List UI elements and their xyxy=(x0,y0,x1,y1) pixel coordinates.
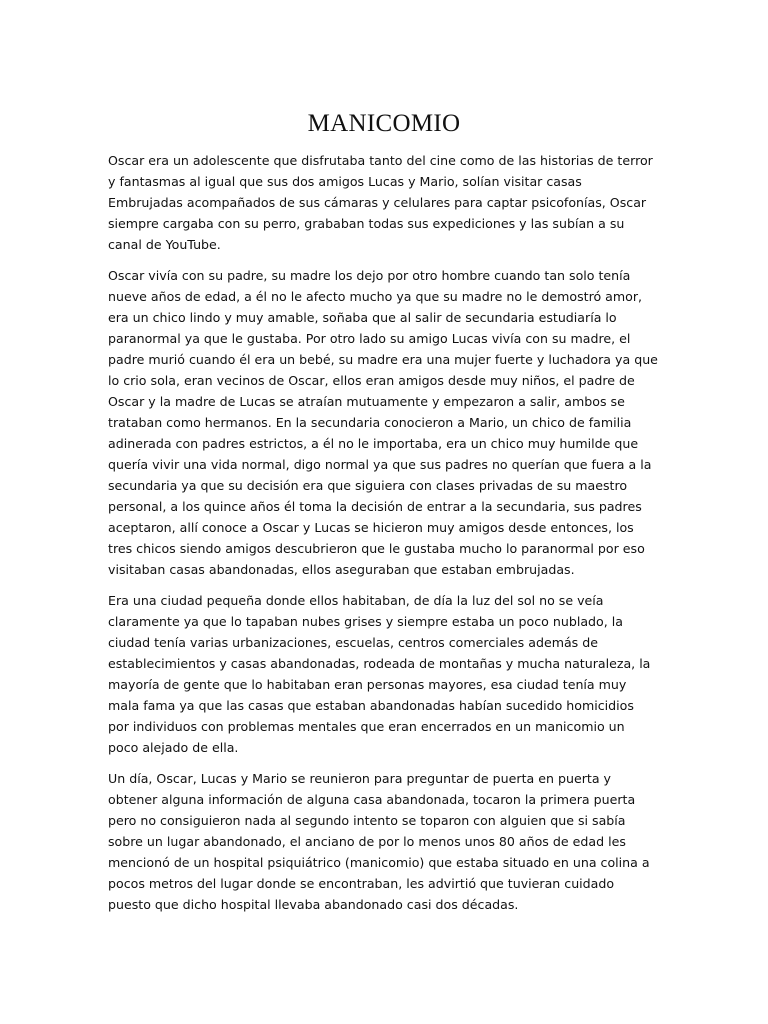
paragraph-1: Oscar era un adolescente que disfrutaba tanto del cine como de las historias de terror y fantasmas al igual que sus dos amigos Lucas y Mario, solían visitar casas Embrujadas acompañados de sus cámaras y celulares para captar psicofonías, Oscar siempre cargaba con su perro, grababan todas sus expediciones y las subían a su canal de YouTube. xyxy=(108,153,653,252)
document-body xyxy=(108,150,658,925)
paragraph-3: Era una ciudad pequeña donde ellos habitaban, de día la luz del sol no se veía claramente ya que lo tapaban nubes grises y siempre estaba un poco nublado, la ciudad tenía varias urbanizaciones, escuelas, centros comerciales además de establecimientos y casas abandonadas, rodeada de montañas y mucha naturaleza, la mayoría de gente que lo habitaban eran personas mayores, esa ciudad tenía muy mala fama ya que las casas que estaban abandonadas habían sucedido homicidios por individuos con problemas mentales que eran encerrados en un manicomio un poco alejado de ella. xyxy=(108,593,651,755)
paragraph-2: Oscar vivía con su padre, su madre los dejo por otro hombre cuando tan solo tenía nueve años de edad, a él no le afecto mucho ya que su madre no le demostró amor, era un chico lindo y muy amable, soñaba que al salir de secundaria estudiaría lo paranormal ya que le gustaba. Por otro lado su amigo Lucas vivía con su madre, el padre murió cuando él era un bebé, su madre era una mujer fuerte y luchadora ya que lo crio sola, eran vecinos de Oscar, ellos eran amigos desde muy niños, el padre de Oscar y la madre de Lucas se atraían mutuamente y empezaron a salir, ambos se trataban como hermanos. En la secundaria conocieron a Mario, un chico de familia adinerada con padres estrictos, a él no le importaba, era un chico muy humilde que quería vivir una vida normal, digo normal ya que sus padres no querían que fuera a la secundaria ya que su decisión era que siguiera con clases privadas de su maestro personal, a los quince años él toma la decisión de entrar a la secundaria, sus padres aceptaron, allí conoce a Oscar y Lucas se hicieron muy amigos desde entonces, los tres chicos siendo amigos descubrieron que le gustaba mucho lo paranormal por eso visitaban casas abandonadas, ellos aseguraban que estaban embrujadas. xyxy=(108,268,658,577)
paragraph-4: Un día, Oscar, Lucas y Mario se reunieron para preguntar de puerta en puerta y obtener alguna información de alguna casa abandonada, tocaron la primera puerta pero no consiguieron nada al segundo intento se toparon con alguien que si sabía sobre un lugar abandonado, el anciano de por lo menos unos 80 años de edad les mencionó de un hospital psiquiátrico (manicomio) que estaba situado en una colina a pocos metros del lugar donde se encontraban, les advirtió que tuvieran cuidado puesto que dicho hospital llevaba abandonado casi dos décadas. xyxy=(108,771,650,912)
document-title: MANICOMIO xyxy=(307,110,461,137)
